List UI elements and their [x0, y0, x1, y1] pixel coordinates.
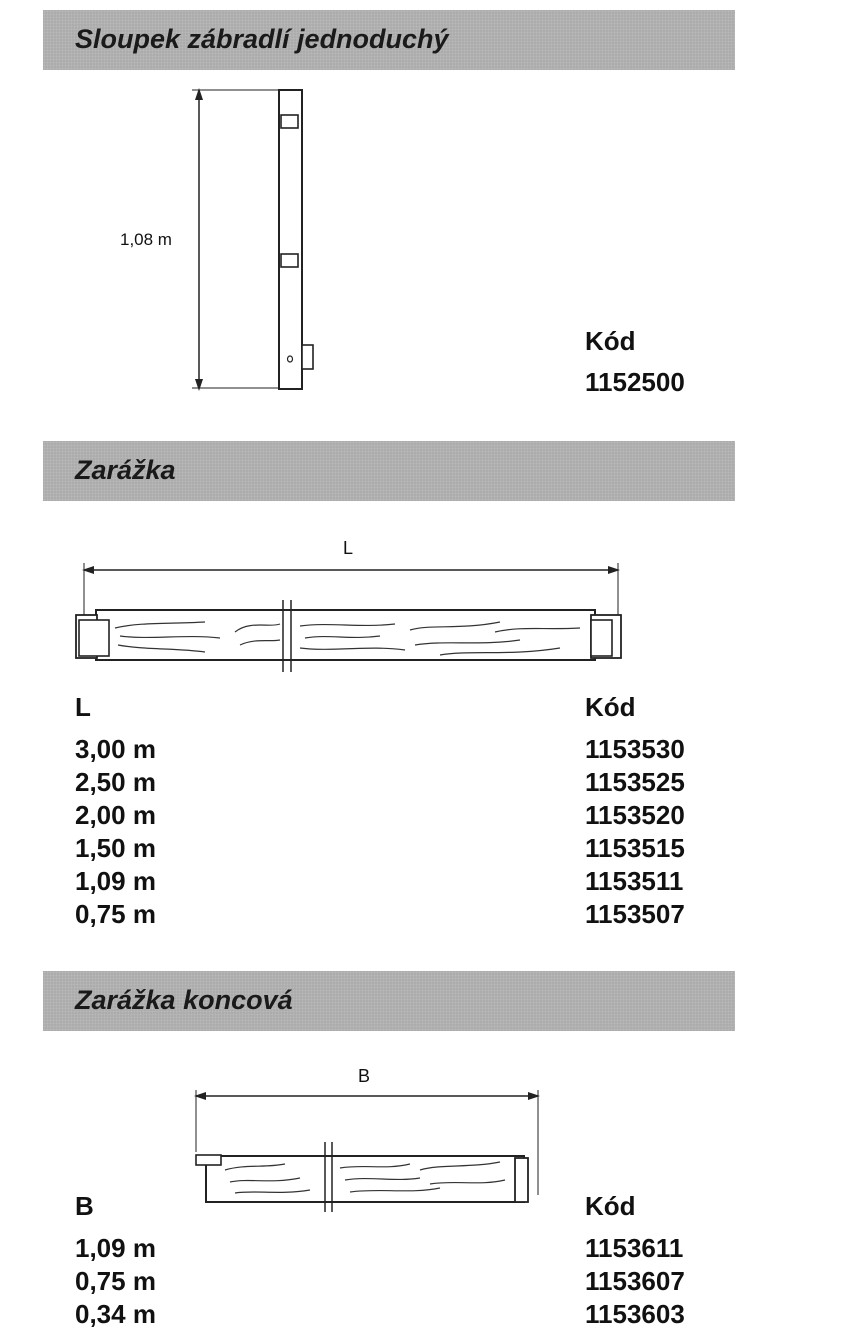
list-item: 1153525 — [585, 767, 685, 797]
list-item: 1,09 m — [75, 1233, 156, 1263]
list-item: 2,00 m — [75, 800, 156, 830]
list-item: 0,34 m — [75, 1299, 156, 1329]
code-column-header: Kód — [585, 1191, 636, 1221]
section-title: Sloupek zábradlí jednoduchý — [75, 23, 449, 54]
code-value: 1152500 — [585, 367, 685, 397]
list-item: 1153607 — [585, 1266, 685, 1296]
list-item: 1,50 m — [75, 833, 156, 863]
length-list — [75, 1232, 156, 1331]
code-header: Kód — [585, 326, 636, 356]
post-height-label: 1,08 m — [120, 230, 172, 249]
length-dimension-label: L — [343, 538, 354, 558]
list-item: 0,75 m — [75, 1266, 156, 1296]
list-item: 1153520 — [585, 800, 685, 830]
code-list — [585, 733, 685, 931]
list-item: 0,75 m — [75, 899, 156, 929]
list-item: 1153507 — [585, 899, 685, 929]
code-column-header: Kód — [585, 692, 636, 722]
section-title: Zarážka koncová — [75, 984, 293, 1015]
width-dimension-label: B — [358, 1066, 371, 1086]
list-item: 1153511 — [585, 866, 684, 896]
section-title: Zarážka — [75, 454, 176, 485]
code-list — [585, 1232, 685, 1331]
length-list — [75, 733, 156, 931]
section-header-zarazka — [43, 441, 735, 501]
list-item: 1153515 — [585, 833, 685, 863]
length-column-header: L — [75, 692, 91, 722]
list-item: 1,09 m — [75, 866, 156, 896]
list-item: 1153530 — [585, 734, 685, 764]
list-item: 2,50 m — [75, 767, 156, 797]
list-item: 1153611 — [585, 1233, 684, 1263]
list-item: 1153603 — [585, 1299, 685, 1329]
length-column-header: B — [75, 1191, 94, 1221]
section-header-sloupek — [43, 10, 735, 70]
section-header-zarazka-koncova — [43, 971, 735, 1031]
list-item: 3,00 m — [75, 734, 156, 764]
